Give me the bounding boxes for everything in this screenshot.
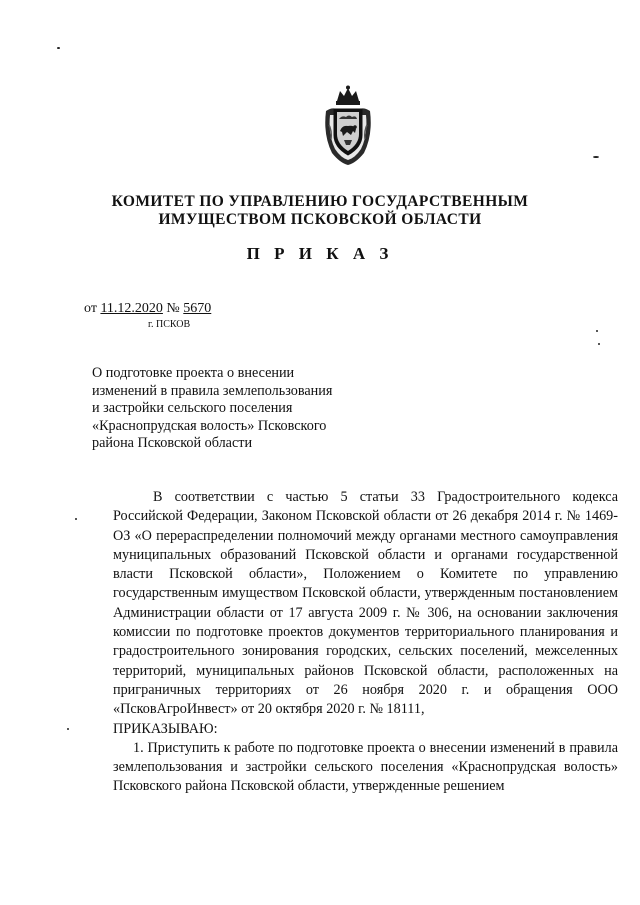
subject-line: и застройки сельского поселения	[92, 400, 293, 416]
order-subject	[92, 365, 354, 453]
subject-line: изменений в правила землепользования	[92, 382, 333, 399]
order-number: 5670	[183, 301, 212, 316]
committee-name-line-2: ИМУЩЕСТВОМ ПСКОВСКОЙ ОБЛАСТИ	[158, 211, 482, 228]
coat-of-arms-icon	[320, 85, 376, 167]
scan-speck	[57, 47, 60, 49]
scan-speck	[593, 156, 599, 158]
order-body	[113, 488, 618, 797]
committee-name-line-1: КОМИТЕТ ПО УПРАВЛЕНИЮ ГОСУДАРСТВЕННЫМ	[111, 193, 529, 210]
order-item-1: 1. Приступить к работе по подготовке проекта о внесении изменений в правила землепользования и застройки сельского поселения «Краснопрудская волость» Псковского района Псковской области, утвержденные решением	[113, 739, 618, 795]
preamble-paragraph: В соответствии с частью 5 статьи 33 Градостроительного кодекса Российской Федерации, Законом Псковской области от 26 декабря 2014 г. № 1469-ОЗ «О перераспределении полномочий между органами местного самоуправления муниципальных образований Псковской области и органами государственной власти Псковской области», Положением о Комитете по управлению государственным имуществом Псковской области, утвержденным постановлением Администрации области от 17 августа 2009 г. № 306, на основании заключения комиссии по подготовке проектов документов территориального планирования и градостроительного зонирования городских, сельских поселений, межселенных территорий, муниципальных районов Псковской области, расположенных на приграничных территориях от 26 ноября 2020 г. и обращения ООО «ПсковАгроИнвест» от 20 октября 2020 г. № 18111,	[113, 489, 618, 718]
subject-line: района Псковской области	[92, 435, 253, 451]
scan-speck	[598, 343, 600, 345]
subject-line: «Краснопрудская волость» Псковского	[92, 417, 327, 434]
scan-speck	[596, 330, 598, 332]
order-city: г. ПСКОВ	[148, 319, 191, 330]
subject-line: О подготовке проекта о внесении	[92, 365, 295, 381]
order-number-sign: №	[162, 301, 184, 316]
pskov-oblast-coat-of-arms-icon	[320, 85, 376, 167]
order-date-prefix: от	[84, 301, 101, 316]
scan-speck	[75, 518, 77, 520]
document-type-title: П Р И К А З	[246, 244, 394, 263]
order-date-number	[84, 301, 211, 317]
scan-speck	[67, 728, 69, 730]
order-date: 11.12.2020	[100, 301, 163, 316]
resolution-word: ПРИКАЗЫВАЮ:	[113, 720, 218, 737]
